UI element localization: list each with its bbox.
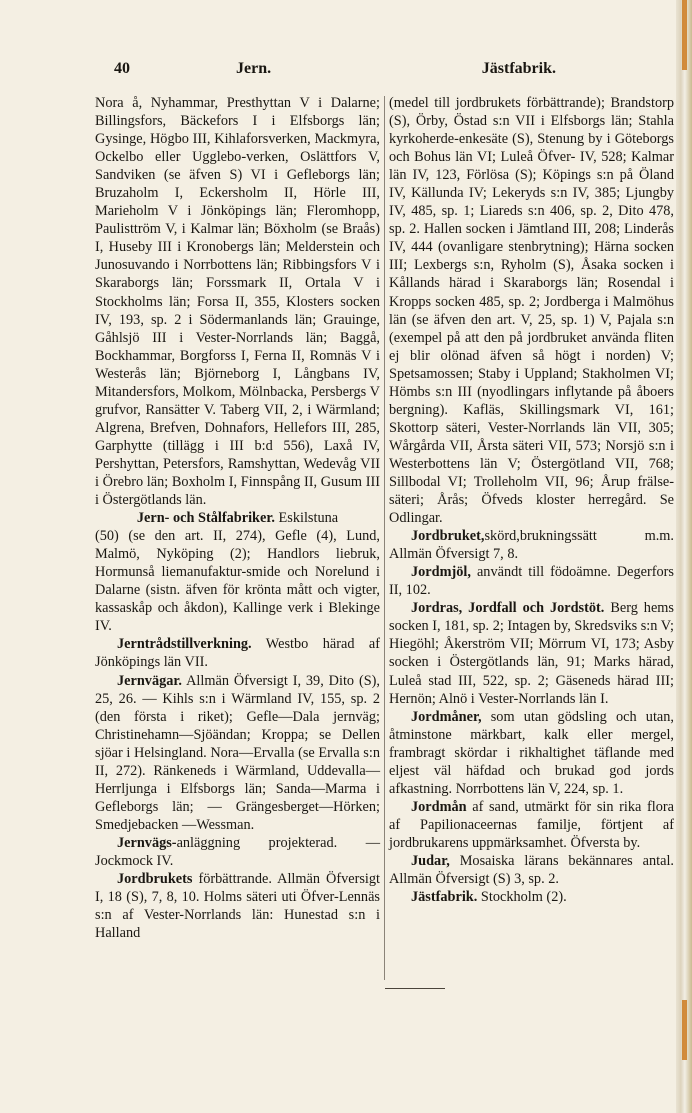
entry-keyword: Jerntrådstillverkning.: [117, 636, 252, 653]
entry-text: (medel till jordbrukets förbättrande); Brandstorp (S), Örby, Östad s:n VII i Elfsborgs län; Stahla kyrkoherde-enkesäte (S), Stenung by i Göteborgs och Bohus län VI; Luleå Öfver- IV, 528; Kalmar län IV, 123, Förlösa (S); Köpings s:n på Öland IV, Källunda IV; Lekeryds s:n IV, 385; Ljungby IV, 485, sp. 1; Liareds s:n 406, sp. 2, Dito 478, sp. 2. Hallen socken i Jämtland III, 208; Linderås IV, 444 (ovanligare stenbrytning); Härna socken III; Lexbergs s:n, Ryholm (S), Åsaka socken i Kållands härad i Skaraborgs län; Rosendal i Kropps socken 485, sp. 2; Jordberga i Malmöhus län (se äfven den art. V, 25, sp. 1) V, Pajala s:n (exempel på att den på jordbruket använda fliten ej blir olönad äfven så högt i norden) V; Spetsamossen; Staby i Uppland; Stakholmen VI; Hömbs s:n III (nyodlingars inflytande på åboers bergning). Kafläs, Skillingsmark VI, 161; Skottorp säteri, Vester-Norrlands län VII, 305; Wårgårda VII, Årsta säteri VII, 573; Norsjö s:n i Westerbottens län V; Östergötland VII, 768; Sillbodal VI; Trolleholm VII, 96; Årup frälse-säteri; Årås; Öfveds kloster herregård. Se Odlingar.: [389, 95, 674, 527]
index-entry: [389, 527, 674, 563]
entry-keyword: Jästfabrik.: [411, 889, 478, 906]
right-text-column: [389, 94, 674, 906]
entry-text: (50) (se den art. II, 274), Gefle (4), Lund, Malmö, Nyköping (2); Handlors liebruk, Hormunså liemanufaktur-smide och Norelund i Dalarne (sistn. äfven för krönta mått och vigter, kassaskåp och åkdon), Kallinge verk i Blekinge IV.: [95, 528, 380, 635]
index-entry: [95, 509, 380, 527]
entry-keyword: Jernvägar.: [117, 672, 182, 689]
entry-text: Mosaiska lärans bekännares antal. Allmän Öfversigt (S) 3, sp. 2.: [389, 852, 674, 888]
index-entry: [95, 870, 380, 942]
entry-text: skörd,brukningssätt m.m. Allmän Öfversigt 7, 8.: [389, 528, 674, 563]
entry-text: anläggning projekterad. — Jockmock IV.: [95, 834, 380, 869]
index-entry: [95, 94, 380, 509]
entry-text: af sand, utmärkt för sin rika flora af Papilionaceernas familje, förtjent af jordbrukarens uppmärksamhet. Öfversta by.: [389, 798, 674, 851]
index-entry: [95, 672, 380, 834]
entry-text: Westbo härad af Jönköpings län VII.: [95, 636, 380, 671]
entry-keyword: Jordras, Jordfall och Jordstöt.: [411, 600, 605, 617]
entry-keyword: Judar,: [411, 852, 450, 869]
index-entry: [389, 563, 674, 599]
entry-text: Allmän Öfversigt I, 39, Dito (S), 25, 26. — Kihls s:n i Wärmland IV, 155, sp. 2 (den första i riket); Gefle—Dala jernväg; Christinehamn—Sjöändan; Kroppa; se Dellen sjöar i Helsingland. Nora—Ervalla (se Ervalla s:n II, 272). Ränkeneds i Wärmland, Uddevalla—Herrljunga i Elfsborgs län; Sanda—Marma i Gefleborgs län; — Grängesberget—Hörken; Smedjebacken —Wessman.: [95, 672, 380, 833]
index-entry: [95, 635, 380, 671]
entry-text: Stockholm (2).: [477, 889, 567, 906]
entry-keyword: Jordbruket,: [411, 528, 485, 545]
edge-color-mark: [682, 1000, 687, 1060]
entry-keyword: Jordbrukets: [117, 871, 193, 888]
column-divider: [384, 96, 385, 980]
index-entry: [389, 852, 674, 888]
entry-text: förbättrande. Allmän Öfversigt I, 18 (S), 7, 8, 10. Holms säteri uti Öfver-Lennäs s:n af Vester-Norrlands län: Hunestad s:n i Halland: [95, 871, 380, 942]
entry-keyword: Jordmån: [411, 798, 467, 815]
entry-keyword: Jordmjöl,: [411, 564, 471, 581]
entry-text: Nora å, Nyhammar, Presthyttan V i Dalarne; Billingsfors, Bäckefors I i Elfsborgs län; Gysinge, Högbo III, Kihlaforsverken, Mackmyra, Ockelbo eller Ugglebo-verken, Oslättfors V, Sandviken (se äfven S) VI i Gefleborgs län; Bruzaholm I, Eckersholm II, Hörle III, Marieholm V i Jönköpings län; Fleromhopp, Paulisttröm V, i Kalmar län; Böxholm (se Braås) I, Huseby III i Kronobergs län; Melderstein och Junosuvando i Norrbottens län; Ribbingsfors V i Skaraborgs län; Forssmark II, Ortala V i Stockholms län; Forsa II, 355, Klosters socken IV, 193, sp. 2 i Södermanlands län; Grauinge, Gåhlsjö III i Vester-Norrlands län; Baggå, Bockhammar, Borgforss I, Ferna II, Romnäs V i Westerås län; Björneborg I, Långbans IV, Mitandersfors, Molkom, Mölnbacka, Persbergs V grufvor, Ransätter V. Taberg VII, 2, i Wärmland; Algrena, Brefven, Dohnafors, Hellefors III, 285, Garphytte (tillägg i III b:d 556), Laxå IV, Pershyttan, Petersfors, Ramshyttan, Wedevåg VII i Örebro län; Boxholm I, Finnspång II, Gusum III i Östergötlands län.: [95, 95, 380, 509]
index-entry: [389, 798, 674, 852]
index-entry: [95, 834, 380, 870]
edge-color-mark: [682, 0, 687, 70]
end-rule: [385, 988, 445, 989]
left-running-head: Jern.: [236, 60, 272, 77]
page-edge-strip: [676, 0, 692, 1113]
index-entry: [95, 527, 380, 635]
page-number: 40: [114, 60, 130, 77]
index-entry: [389, 599, 674, 707]
entry-keyword: Jordmåner,: [411, 708, 482, 725]
entry-keyword: Jern- och Stålfabriker.: [136, 510, 275, 527]
index-entry: [389, 94, 674, 527]
entry-text: Berg hems socken I, 181, sp. 2; Intagen by, Skredsviks s:n V; Hiegöhl; Åkerström VII; Mörrum VI, 173; Asby socken i Östergötlands län, 91; Marks härad, Luleå stad III, 522, sp. 2; Gäseneds härad III; Hernön; Alnö i Vester-Norrlands län I.: [389, 600, 674, 707]
left-text-column: [95, 94, 380, 942]
entry-text: som utan gödsling och utan, åtminstone märkbart, kalk eller mergel, frambragt skördar i rikhaltighet täflande med eljest väl häfdad och brukad god jords afkastning. Norrbottens län V, 224, sp. 1.: [389, 708, 674, 797]
entry-text: användt till födoämne. Degerfors II, 102.: [389, 564, 674, 599]
right-running-head: Jästfabrik.: [481, 60, 556, 77]
entry-text: Eskilstuna: [274, 510, 339, 527]
running-header: [0, 60, 678, 82]
entry-keyword: Jernvägs-: [117, 834, 177, 851]
index-entry: [389, 888, 674, 906]
index-entry: [389, 708, 674, 798]
